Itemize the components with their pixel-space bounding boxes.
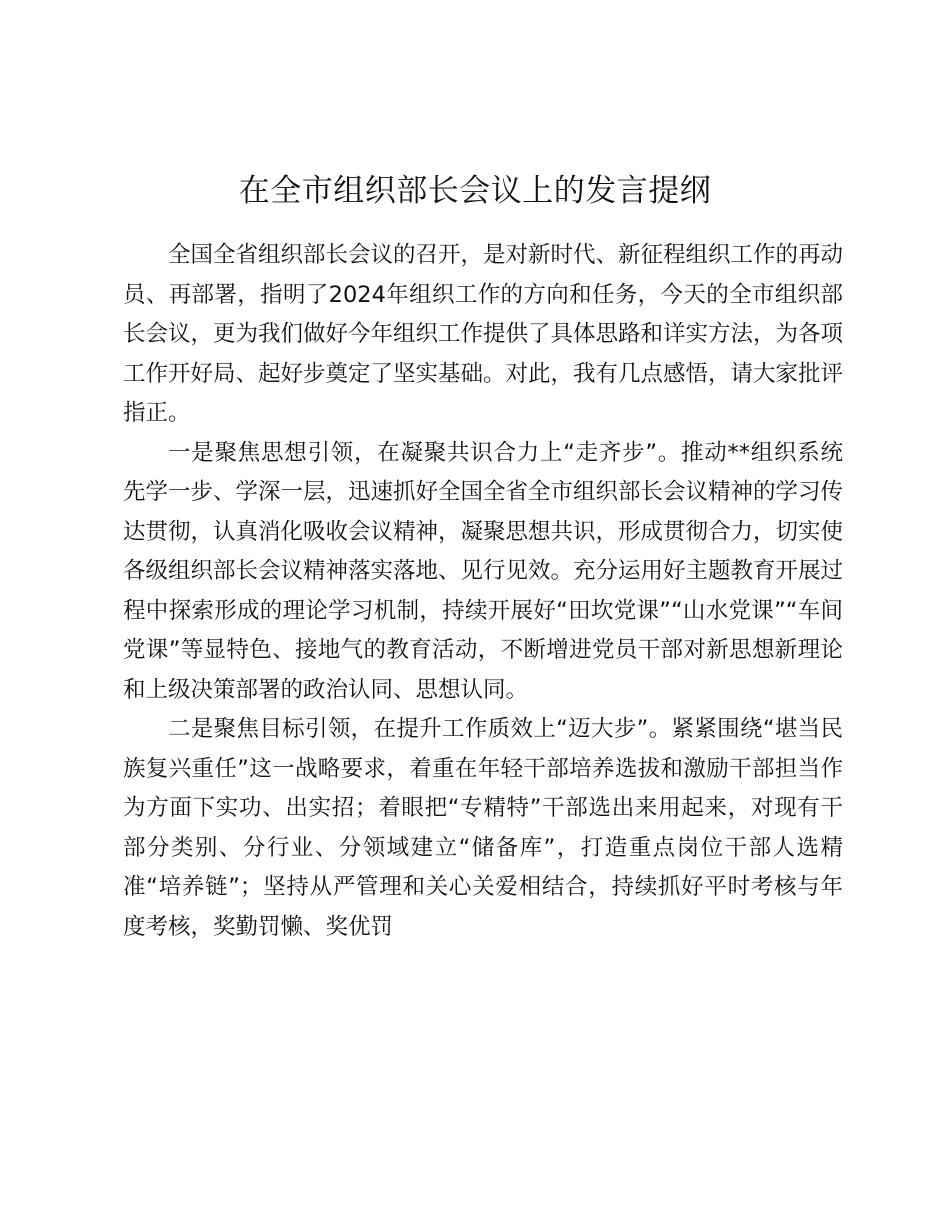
document-body <box>123 236 843 947</box>
document-title: 在全市组织部长会议上的发言提纲 <box>238 173 712 209</box>
paragraph-intro: 全国全省组织部长会议的召开，是对新时代、新征程组织工作的再动员、再部署，指明了2024年组织工作的方向和任务，今天的全市组织部长会议，更为我们做好今年组织工作提供了具体思路和详实方法，为各项工作开好局、起好步奠定了坚实基础。对此，我有几点感悟，请大家批评指正。 <box>123 242 844 426</box>
paragraph-point-one: 一是聚焦思想引领，在凝聚共识合力上“走齐步”。推动**组织系统先学一步、学深一层，迅速抓好全国全省全市组织部长会议精神的学习传达贯彻，认真消化吸收会议精神，凝聚思想共识，形成贯彻合力，切实使各级组织部长会议精神落实落地、见行见效。充分运用好主题教育开展过程中探索形成的理论学习机制，持续开展好“田坎党课”“山水党课”“车间党课”等显特色、接地气的教育活动，不断增进党员干部对新思想新理论和上级决策部署的政治认同、思想认同。 <box>123 439 844 703</box>
paragraph-point-two: 二是聚焦目标引领，在提升工作质效上“迈大步”。紧紧围绕“堪当民族复兴重任”这一战略要求，着重在年轻干部培养选拔和激励干部担当作为方面下实功、出实招；着眼把“专精特”干部选出来用起来，对现有干部分类别、分行业、分领域建立“储备库”，打造重点岗位干部人选精准“培养链”；坚持从严管理和关心关爱相结合，持续抓好平时考核与年度考核，奖勤罚懒、奖优罚 <box>123 716 843 940</box>
